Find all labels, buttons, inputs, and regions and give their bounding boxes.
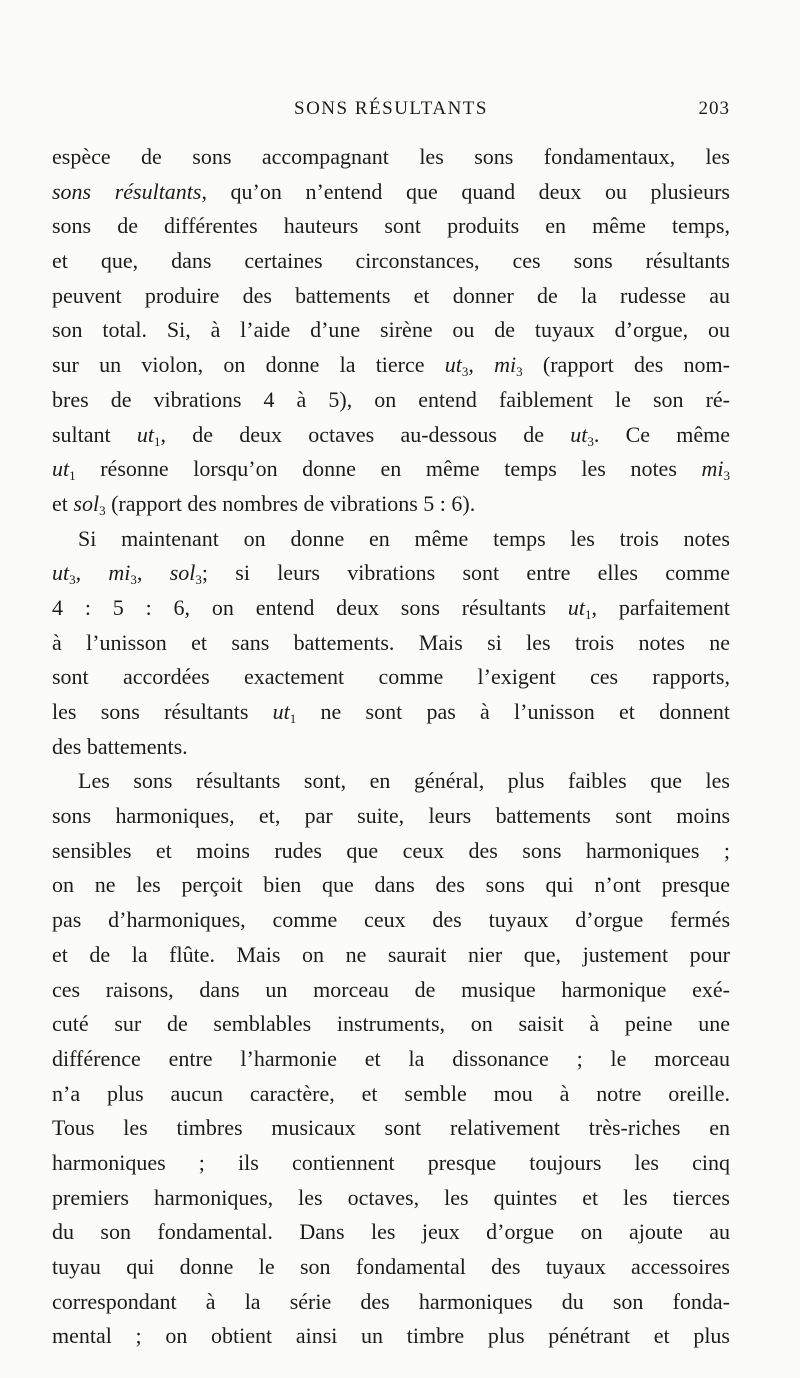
text-line: harmoniques ; ils contiennent presque toujours les cinq [52,1149,730,1175]
text-line: sont accordées exactement comme l’exigent ces rapports, [52,664,730,690]
text-line: sensibles et moins rudes que ceux des sons harmoniques ; [52,837,730,863]
text-line: à l’unisson et sans battements. Mais si les trois notes ne [52,629,730,655]
text-line: son total. Si, à l’aide d’une sirène ou de tuyaux d’orgue, ou [52,317,730,343]
page-number: 203 [698,98,730,119]
text-line: sur un violon, on donne la tierce $ut_3$, $mi_3$ (rapport des nom- [52,352,730,380]
text-line: ces raisons, dans un morceau de musique harmonique exé- [52,976,730,1002]
text-line: sons résultants, qu’on n’entend que quand deux ou plusieurs [52,178,730,204]
body-text [52,140,730,1354]
text-line: et que, dans certaines circonstances, ces sons résultants [52,248,730,274]
text-line: des battements. [52,733,188,759]
text-line: et de la flûte. Mais on ne saurait nier que, justement pour [52,941,730,967]
text-line: Tous les timbres musicaux sont relativement très-riches en [52,1115,730,1141]
text-line: premiers harmoniques, les octaves, les quintes et les tierces [52,1184,730,1210]
text-line: tuyau qui donne le son fondamental des tuyaux accessoires [52,1254,730,1279]
running-title: SONS RÉSULTANTS [294,98,488,119]
text-line: sultant $ut_1$, de deux octaves au-dessous de $ut_3$. Ce même [52,421,730,449]
text-line: les sons résultants $ut_1$ ne sont pas à l’unisson et donnent [52,699,730,726]
text-line: 4 : 5 : 6, on entend deux sons résultants $ut_1$, parfaitement [52,594,730,622]
text-line: $ut_3$, $mi_3$, sol$_3$; si leurs vibrations sont entre elles comme [52,560,731,588]
text-line: sons harmoniques, et, par suite, leurs battements sont moins [52,803,730,829]
text-line: du son fondamental. Dans les jeux d’orgue on ajoute au [52,1219,730,1245]
text-line: sons de différentes hauteurs sont produits en même temps, [52,213,730,239]
text-line: pas d’harmoniques, comme ceux des tuyaux d’orgue fermés [52,907,730,933]
text-line: mental ; on obtient ainsi un timbre plus pénétrant et plus [52,1323,730,1349]
text-line: $ut_1$ résonne lorsqu’on donne en même temps les notes $mi_3$ [52,456,730,484]
text-line: n’a plus aucun caractère, et semble mou à notre oreille. [52,1080,730,1106]
text-line: espèce de sons accompagnant les sons fondamentaux, les [52,144,730,169]
text-line: et sol$_3$ (rapport des nombres de vibrations 5 : 6). [52,490,476,518]
text-line: bres de vibrations 4 à 5), on entend faiblement le son ré- [52,386,730,412]
text-line: peuvent produire des battements et donner de la rudesse au [52,282,730,308]
text-line: Les sons résultants sont, en général, plus faibles que les [78,768,730,794]
running-head [52,98,730,128]
text-line: correspondant à la série des harmoniques du son fonda- [52,1288,730,1314]
text-line: différence entre l’harmonie et la dissonance ; le morceau [52,1045,730,1071]
text-line: Si maintenant on donne en même temps les trois notes [78,525,730,551]
text-line: cuté sur de semblables instruments, on saisit à peine une [52,1011,730,1037]
text-line: on ne les perçoit bien que dans des sons qui n’ont presque [52,872,730,898]
